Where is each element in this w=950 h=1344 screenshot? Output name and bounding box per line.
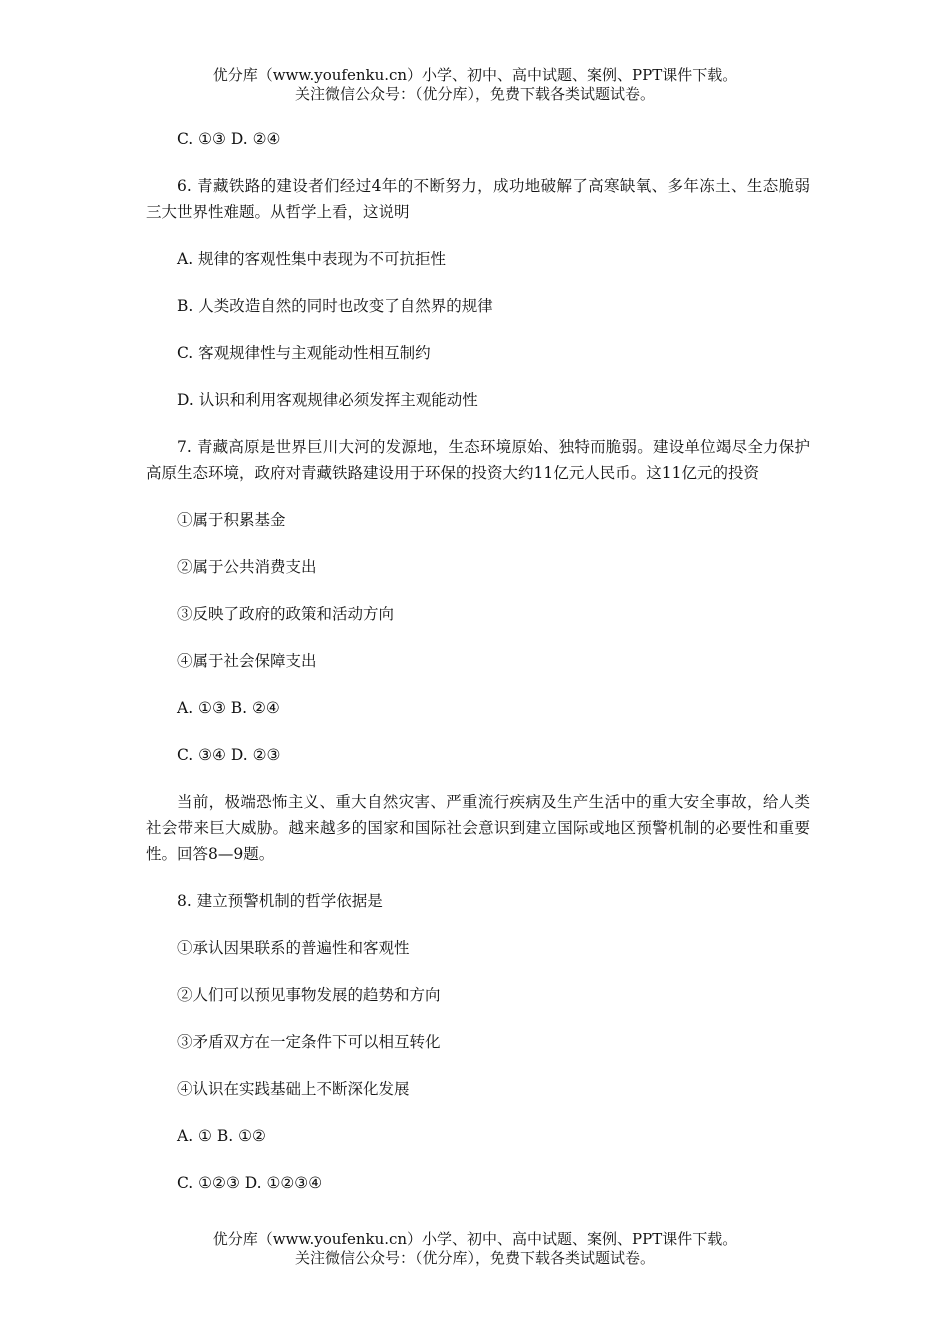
q6-option-a: A. 规律的客观性集中表现为不可抗拒性 <box>177 250 447 268</box>
q7-item-3: ③反映了政府的政策和活动方向 <box>177 605 395 623</box>
q8-item-2: ②人们可以预见事物发展的趋势和方向 <box>177 986 441 1004</box>
header-line-2: 关注微信公众号：（优分库），免费下载各类试题试卷。 <box>294 85 655 103</box>
q8-item-1: ①承认因果联系的普遍性和客观性 <box>177 939 410 957</box>
page-header <box>0 66 950 104</box>
header-line-1: 优分库（www.youfenku.cn）小学、初中、高中试题、案例、PPT课件下载。 <box>212 66 738 84</box>
q7-options-ab: A. ①③ B. ②④ <box>177 699 280 717</box>
q8-options-cd: C. ①②③ D. ①②③④ <box>177 1174 323 1192</box>
q6-stem: 6. 青藏铁路的建设者们经过4年的不断努力，成功地破解了高寒缺氧、多年冻土、生态脆弱三大世界性难题。从哲学上看，这说明 <box>146 177 810 221</box>
footer-line-1: 优分库（www.youfenku.cn）小学、初中、高中试题、案例、PPT课件下载。 <box>212 1230 738 1248</box>
q7-item-4: ④属于社会保障支出 <box>177 652 317 670</box>
document-body <box>146 126 810 1196</box>
q8-9-intro: 当前，极端恐怖主义、重大自然灾害、严重流行疾病及生产生活中的重大安全事故，给人类社会带来巨大威胁。越来越多的国家和国际社会意识到建立国际或地区预警机制的必要性和重要性。回答8—9题。 <box>146 793 810 863</box>
footer-line-2: 关注微信公众号：（优分库），免费下载各类试题试卷。 <box>294 1249 655 1267</box>
q7-stem: 7. 青藏高原是世界巨川大河的发源地，生态环境原始、独特而脆弱。建设单位竭尽全力保护高原生态环境，政府对青藏铁路建设用于环保的投资大约11亿元人民币。这11亿元的投资 <box>146 438 810 482</box>
q6-option-d: D. 认识和利用客观规律必须发挥主观能动性 <box>177 391 478 409</box>
q7-item-2: ②属于公共消费支出 <box>177 558 317 576</box>
q5-options-cd: C. ①③ D. ②④ <box>177 130 281 148</box>
q7-options-cd: C. ③④ D. ②③ <box>177 746 281 764</box>
page-footer <box>0 1230 950 1268</box>
q6-option-b: B. 人类改造自然的同时也改变了自然界的规律 <box>177 297 493 315</box>
q7-item-1: ①属于积累基金 <box>177 511 286 529</box>
q8-options-ab: A. ① B. ①② <box>177 1127 266 1145</box>
q8-item-3: ③矛盾双方在一定条件下可以相互转化 <box>177 1033 441 1051</box>
q6-option-c: C. 客观规律性与主观能动性相互制约 <box>177 344 431 362</box>
q8-item-4: ④认识在实践基础上不断深化发展 <box>177 1080 410 1098</box>
q8-stem: 8. 建立预警机制的哲学依据是 <box>177 892 383 910</box>
